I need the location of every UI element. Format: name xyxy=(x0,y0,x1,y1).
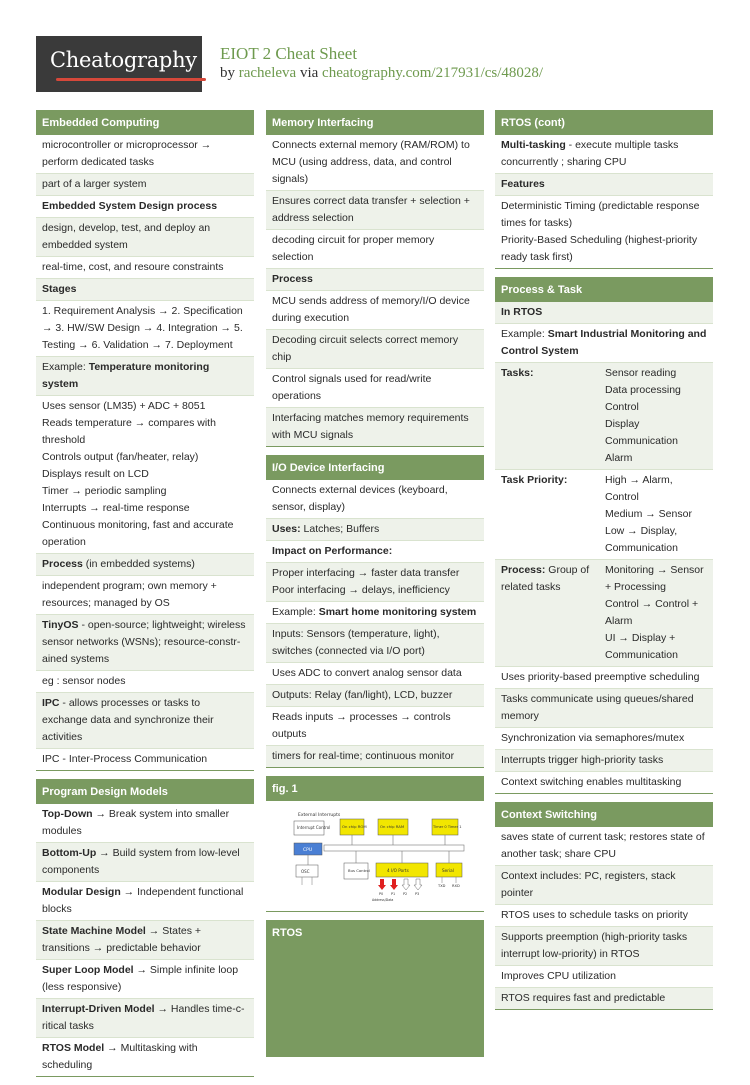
table-row: 1. Requirement Analysis → 2. Specification → 3. HW/SW Design → 4. Integration → 5. Testing → 6. Validation → 7. Deployment xyxy=(36,301,254,357)
table-row: MCU sends address of memory/I/O device during execution xyxy=(266,291,484,330)
table-row: RTOS uses to schedule tasks on priority xyxy=(495,905,713,927)
row-line: Deterministic Timing (predictable response times for tasks) xyxy=(501,200,700,229)
section-title: RTOS xyxy=(266,920,484,945)
table-row: Connects external devices (keyboard, sensor, display) xyxy=(266,480,484,519)
table-row: Inputs: Sensors (temperature, light), switches (connected via I/O port) xyxy=(266,624,484,663)
section-title: Memory Interfacing xyxy=(266,110,484,135)
column-3 xyxy=(495,110,713,1018)
label-txd: TXD xyxy=(438,884,446,888)
row-line: Interrupts → real-time response xyxy=(42,502,190,514)
row-bold: IPC xyxy=(42,697,60,709)
section-title: fig. 1 xyxy=(266,776,484,801)
table-row: design, develop, test, and deploy an embedded system xyxy=(36,218,254,257)
section-title: Process & Task xyxy=(495,277,713,302)
row-heading: In RTOS xyxy=(501,306,543,318)
row-rest: → Simple infinite loop (less responsive) xyxy=(42,964,239,993)
row-rest: Latches; Buffers xyxy=(300,523,380,535)
row-rest: (in embedded systems) xyxy=(82,558,195,570)
row-prefix: Example: xyxy=(272,606,319,618)
table-row: Connects external memory (RAM/ROM) to MCU (using address, data, and control signals) xyxy=(266,135,484,191)
table-row: Interrupts trigger high-priority tasks xyxy=(495,750,713,772)
sheet-url-link[interactable]: cheatography.com/217931/cs/48028/ xyxy=(322,65,544,81)
table-row: timers for real-time; continuous monitor xyxy=(266,746,484,767)
table-row: RTOS requires fast and predictable xyxy=(495,988,713,1009)
label-bus-control: Bus Control xyxy=(348,868,370,873)
author-link[interactable]: racheleva xyxy=(238,65,297,81)
label-p1: P1 xyxy=(391,892,396,896)
row-line: Control → Control + Alarm xyxy=(605,598,699,627)
table-row xyxy=(495,302,713,324)
row-bold: Smart home monitoring system xyxy=(318,606,477,618)
table-row xyxy=(266,541,484,563)
row-bold: Smart Industrial Monitoring and Control System xyxy=(501,328,707,357)
table-row: Improves CPU utilization xyxy=(495,966,713,988)
row-rest: - allows processes or tasks to exchange data and synchronize their activities xyxy=(42,697,214,743)
section-title: Context Switching xyxy=(495,802,713,827)
table-row xyxy=(266,563,484,602)
row-line: Communication xyxy=(605,435,678,447)
row-bold: Uses: xyxy=(272,523,301,535)
section-title: Embedded Computing xyxy=(36,110,254,135)
table-row: Supports preemption (high-priority tasks interrupt low-priority) in RTOS xyxy=(495,927,713,966)
row-heading: Process xyxy=(272,273,313,285)
row-line: High → Alarm, Control xyxy=(605,474,673,503)
row-line: Controls output (fan/heater, relay) xyxy=(42,451,199,463)
row-bold: Top-Down xyxy=(42,808,93,820)
row-line: Displays result on LCD xyxy=(42,468,149,480)
byline xyxy=(220,65,543,82)
row-bold: Super Loop Model xyxy=(42,964,134,976)
figure-container xyxy=(266,801,484,912)
row-label: Task Priority: xyxy=(501,474,568,486)
row-bold: Modular Design xyxy=(42,886,121,898)
label-rxd: RXD xyxy=(452,884,460,888)
table-row xyxy=(36,882,254,921)
row-rest: → Break system into smaller modules xyxy=(42,808,230,837)
row-line: Continuous monitoring, fast and accurate operation xyxy=(42,519,234,548)
table-row xyxy=(266,269,484,291)
table-row xyxy=(36,357,254,396)
section-context-switching xyxy=(495,802,713,1010)
table-row: Uses priority-based preemptive scheduling xyxy=(495,667,713,689)
row-label: Tasks: xyxy=(501,367,534,379)
table-row: Control signals used for read/write operations xyxy=(266,369,484,408)
table-row: real-time, cost, and resoure constraints xyxy=(36,257,254,279)
row-prefix: Example: xyxy=(501,328,548,340)
table-row xyxy=(266,602,484,624)
page-title: EIOT 2 Cheat Sheet xyxy=(220,44,358,63)
8051-block-diagram xyxy=(272,807,478,905)
row-heading: Stages xyxy=(42,283,77,295)
table-row xyxy=(36,554,254,576)
row-line: Priority-Based Scheduling (highest-priority ready task first) xyxy=(501,234,698,263)
table-row: Interfacing matches memory requirements with MCU signals xyxy=(266,408,484,446)
column-2 xyxy=(266,110,484,1065)
row-bold: Temperature monitoring system xyxy=(42,361,210,390)
label-serial: Serial xyxy=(442,868,454,873)
table-row xyxy=(495,470,713,560)
table-row: IPC - Inter-Process Communication xyxy=(42,753,208,765)
label-timers: Timer 0 Timer 1 xyxy=(433,825,462,829)
table-row xyxy=(36,804,254,843)
table-row: part of a larger system xyxy=(36,174,254,196)
label-cpu: CPU xyxy=(303,848,313,853)
row-rest: → Independent functional blocks xyxy=(42,886,244,915)
cheatography-logo[interactable] xyxy=(36,36,202,92)
row-line: Control xyxy=(605,401,639,413)
logo-swoosh xyxy=(56,78,206,81)
table-row xyxy=(495,135,713,174)
table-row: Outputs: Relay (fan/light), LCD, buzzer xyxy=(266,685,484,707)
label-osc: OSC xyxy=(301,869,310,874)
section-process-task xyxy=(495,277,713,794)
row-rest: → Build system from low-level components xyxy=(42,847,240,876)
label-on-chip-ram: On chip RAM xyxy=(380,824,405,829)
row-bold: Multi-tasking xyxy=(501,139,566,151)
table-row: Tasks communicate using queues/shared memory xyxy=(495,689,713,728)
table-row: Uses ADC to convert analog sensor data xyxy=(266,663,484,685)
table-row xyxy=(495,560,713,667)
row-line: Timer → periodic sampling xyxy=(42,485,167,497)
label-address-data: Address/Data xyxy=(372,898,394,902)
row-line: Reads temperature → compares with threshold xyxy=(42,417,216,446)
label-p2: P2 xyxy=(403,892,408,896)
table-row xyxy=(36,396,254,554)
row-rest: - execute multiple tasks concurrently ; sharing CPU xyxy=(501,139,679,168)
section-title: RTOS (cont) xyxy=(495,110,713,135)
label-interrupt-control: Interrupt Control xyxy=(297,825,331,830)
table-row: Context switching enables multitasking xyxy=(501,776,682,788)
table-row: microcontroller or microprocessor → perform dedicated tasks xyxy=(36,135,254,174)
row-line: Proper interfacing → faster data transfer xyxy=(272,567,460,579)
table-row xyxy=(36,693,254,749)
table-row xyxy=(495,174,713,196)
section-memory-interfacing xyxy=(266,110,484,447)
label-on-chip-rom: On chip ROM xyxy=(342,824,367,829)
row-bold: Interrupt-Driven Model xyxy=(42,1003,155,1015)
table-row: eg : sensor nodes xyxy=(36,671,254,693)
column-1 xyxy=(36,110,254,1085)
table-row xyxy=(36,1038,254,1076)
section-title: Program Design Models xyxy=(36,779,254,804)
table-row xyxy=(36,921,254,960)
label-io-ports: 4 I/O Ports xyxy=(387,868,409,873)
row-heading: Features xyxy=(501,178,545,190)
table-row xyxy=(36,999,254,1038)
section-empty-body xyxy=(266,945,484,1057)
row-line: Alarm xyxy=(605,452,633,464)
row-bold: State Machine Model xyxy=(42,925,146,937)
table-row xyxy=(495,196,713,268)
row-line: Data processing xyxy=(605,384,681,396)
section-program-design-models xyxy=(36,779,254,1077)
row-bold: Process xyxy=(42,558,83,570)
row-heading: Embedded System Design process xyxy=(42,200,218,212)
row-line: Sensor reading xyxy=(605,367,677,379)
logo-text: Cheatography xyxy=(50,48,197,72)
row-heading: Impact on Performance: xyxy=(272,545,393,557)
row-rest: → Handles time-critical tasks xyxy=(42,1003,245,1032)
row-line: Uses sensor (LM35) + ADC + 8051 xyxy=(42,400,206,412)
table-row: saves state of current task; restores state of another task; share CPU xyxy=(495,827,713,866)
table-row: decoding circuit for proper memory selection xyxy=(266,230,484,269)
table-row xyxy=(36,615,254,671)
row-line: Low → Display, Communication xyxy=(605,525,678,554)
table-row: Context includes: PC, registers, stack pointer xyxy=(495,866,713,905)
row-line: Monitoring → Sensor + Processing xyxy=(605,564,704,593)
label-external-interrupts: External Interrupts xyxy=(298,813,341,818)
table-row xyxy=(495,363,713,470)
table-row: independent program; own memory + resources; managed by OS xyxy=(36,576,254,615)
row-rest: - open-source; lightweight; wireless sensor networks (WSNs); resource-constrained systems xyxy=(42,619,246,665)
table-row: Synchronization via semaphores/mutex xyxy=(495,728,713,750)
table-row: Ensures correct data transfer + selection + address selection xyxy=(266,191,484,230)
section-rtos-cont xyxy=(495,110,713,269)
label-p3: P3 xyxy=(415,892,420,896)
label-p0: P0 xyxy=(379,892,384,896)
row-line: Poor interfacing → delays, inefficiency xyxy=(272,584,450,596)
table-row: Reads inputs → processes → controls outputs xyxy=(266,707,484,746)
row-rest: Group of related tasks xyxy=(501,564,590,593)
row-bold: Process: xyxy=(501,564,546,576)
row-rest: → States + transitions → predictable behavior xyxy=(42,925,202,954)
row-bold: RTOS Model xyxy=(42,1042,105,1054)
section-figure-1 xyxy=(266,776,484,912)
table-row: Decoding circuit selects correct memory chip xyxy=(266,330,484,369)
table-row xyxy=(36,196,254,218)
section-io-device-interfacing xyxy=(266,455,484,768)
row-prefix: Example: xyxy=(42,361,89,373)
via-text: via xyxy=(299,65,319,81)
table-row xyxy=(36,960,254,999)
section-embedded-computing xyxy=(36,110,254,771)
row-line: Display xyxy=(605,418,640,430)
row-bold: Bottom-Up xyxy=(42,847,97,859)
row-bold: TinyOS xyxy=(42,619,79,631)
row-line: Medium → Sensor xyxy=(605,508,692,520)
table-row xyxy=(36,843,254,882)
section-title: I/O Device Interfacing xyxy=(266,455,484,480)
table-row xyxy=(36,279,254,301)
row-rest: → Multitasking with scheduling xyxy=(42,1042,198,1071)
row-line: UI → Display + Communication xyxy=(605,632,678,661)
section-rtos xyxy=(266,920,484,1057)
table-row xyxy=(266,519,484,541)
table-row xyxy=(495,324,713,363)
by-text: by xyxy=(220,65,235,81)
